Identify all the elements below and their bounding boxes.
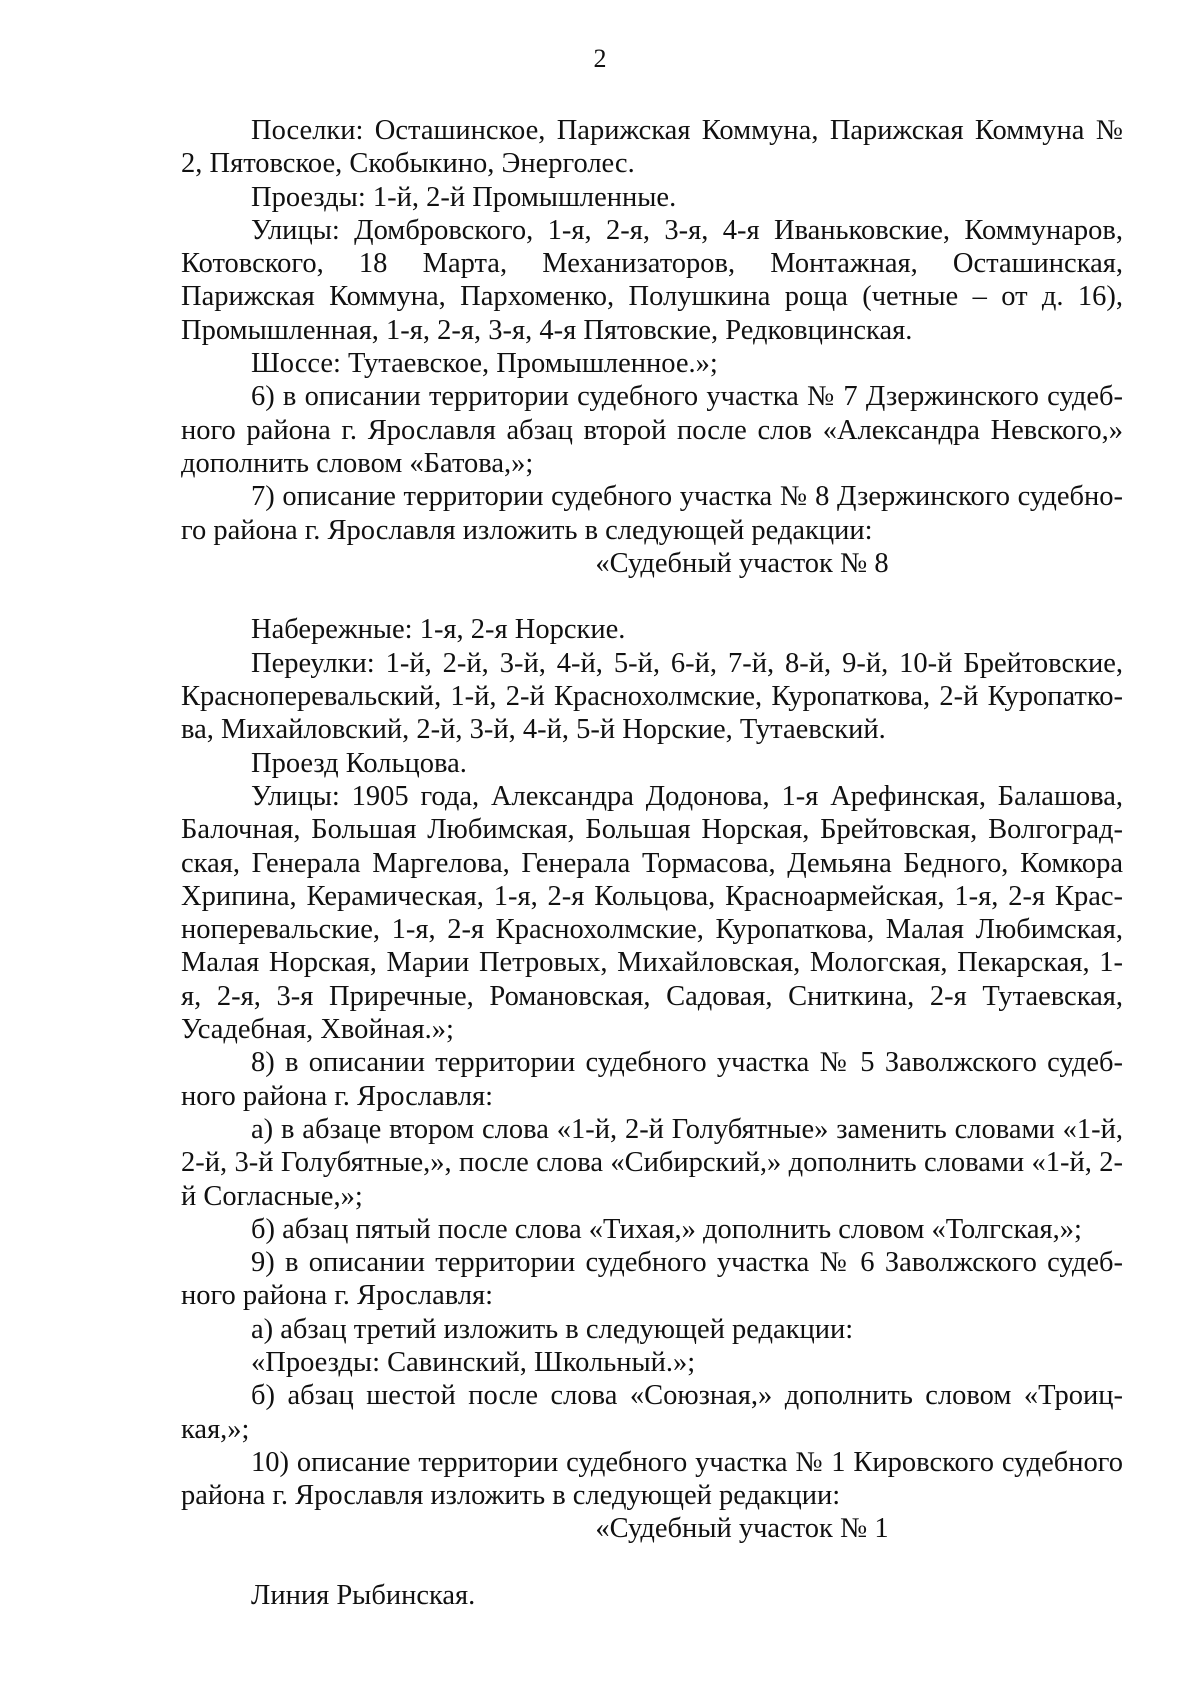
document-body xyxy=(181,114,1123,1612)
section-heading-court-8: «Судебный участок № 8 xyxy=(595,547,889,579)
paragraph-lanes: Переулки: 1-й, 2-й, 3-й, 4-й, 5-й, 6-й, 7-й, 8-й, 9-й, 10-й Брейтовские, Красноперевальский, 1-й, 2-й Краснохолмские, Куропаткова, 2-й Куропаткова, Михайловский, 2-й, 3-й, 4-й, 5-й Норские, Тутаевский. xyxy=(181,647,1123,746)
paragraph-settlements: Поселки: Осташинское, Парижская Коммуна, Парижская Коммуна № 2, Пятовское, Скобыкино, Энерголес. xyxy=(181,115,1123,180)
paragraph-item-8: 8) в описании территории судебного участка № 5 Заволжского судебного района г. Ярославля: xyxy=(181,1047,1123,1112)
blank-line xyxy=(181,1546,1123,1579)
paragraph-item-7: 7) описание территории судебного участка № 8 Дзержинского судебного района г. Ярославля изложить в следующей редакции: xyxy=(181,481,1123,546)
paragraph-item-6: 6) в описании территории судебного участка № 7 Дзержинского судебного района г. Ярославля абзац второй после слов «Александра Невского,» дополнить словом «Батова,»; xyxy=(181,381,1123,479)
paragraph-item-8b: б) абзац пятый после слова «Тихая,» дополнить словом «Толгская,»; xyxy=(251,1213,1082,1245)
paragraph-item-9: 9) в описании территории судебного участка № 6 Заволжского судебного района г. Ярославля: xyxy=(181,1247,1123,1312)
paragraph-item-9b: б) абзац шестой после слова «Союзная,» дополнить словом «Троицкая,»; xyxy=(181,1380,1123,1445)
paragraph-streets-court-8: Улицы: 1905 года, Александра Додонова, 1-я Арефинская, Балашова, Балочная, Большая Любимская, Большая Норская, Брейтовская, Волгоградская, Генерала Маргелова, Генерала Тормасова, Демьяна Бедного, Комкора Хрипина, Керамическая, 1-я, 2-я Кольцова, Красноармейская, 1-я, 2-я Красноперевальские, 1-я, 2-я Краснохолмские, Куропаткова, Малая Любимская, Малая Норская, Марии Петровых, Михайловская, Мологская, Пекарская, 1-я, 2-я, 3-я Приречные, Романовская, Садовая, Сниткина, 2-я Тутаевская, Усадебная, Хвойная.»; xyxy=(181,780,1123,1046)
paragraph-highways: Шоссе: Тутаевское, Промышленное.»; xyxy=(251,348,718,380)
paragraph-item-8a: а) в абзаце втором слова «1-й, 2-й Голубятные» заменить словами «1-й, 2-й, 3-й Голубятные,», после слова «Сибирский,» дополнить словами «1-й, 2-й Согласные,»; xyxy=(181,1113,1123,1212)
paragraph-embankments: Набережные: 1-я, 2-я Норские. xyxy=(251,614,626,646)
paragraph-item-9a-text: «Проезды: Савинский, Школьный.»; xyxy=(251,1346,696,1378)
paragraph-passages: Проезды: 1-й, 2-й Промышленные. xyxy=(251,181,677,213)
blank-line xyxy=(181,580,1123,613)
paragraph-item-10: 10) описание территории судебного участка № 1 Кировского судебного района г. Ярославля изложить в следующей редакции: xyxy=(181,1446,1123,1512)
paragraph-streets: Улицы: Домбровского, 1-я, 2-я, 3-я, 4-я Иваньковские, Коммунаров, Котовского, 18 Марта, Механизаторов, Монтажная, Осташинская, Парижская Коммуна, Пархоменко, Полушкина роща (четные – от д. 16), Промышленная, 1-я, 2-я, 3-я, 4-я Пятовские, Редковцинская. xyxy=(181,214,1123,346)
paragraph-passage-koltsova: Проезд Кольцова. xyxy=(251,747,467,779)
paragraph-line-rybinskaya: Линия Рыбинская. xyxy=(251,1580,476,1612)
section-heading-court-1: «Судебный участок № 1 xyxy=(595,1513,889,1545)
page-number: 2 xyxy=(593,44,607,73)
paragraph-item-9a: а) абзац третий изложить в следующей редакции: xyxy=(251,1313,854,1345)
